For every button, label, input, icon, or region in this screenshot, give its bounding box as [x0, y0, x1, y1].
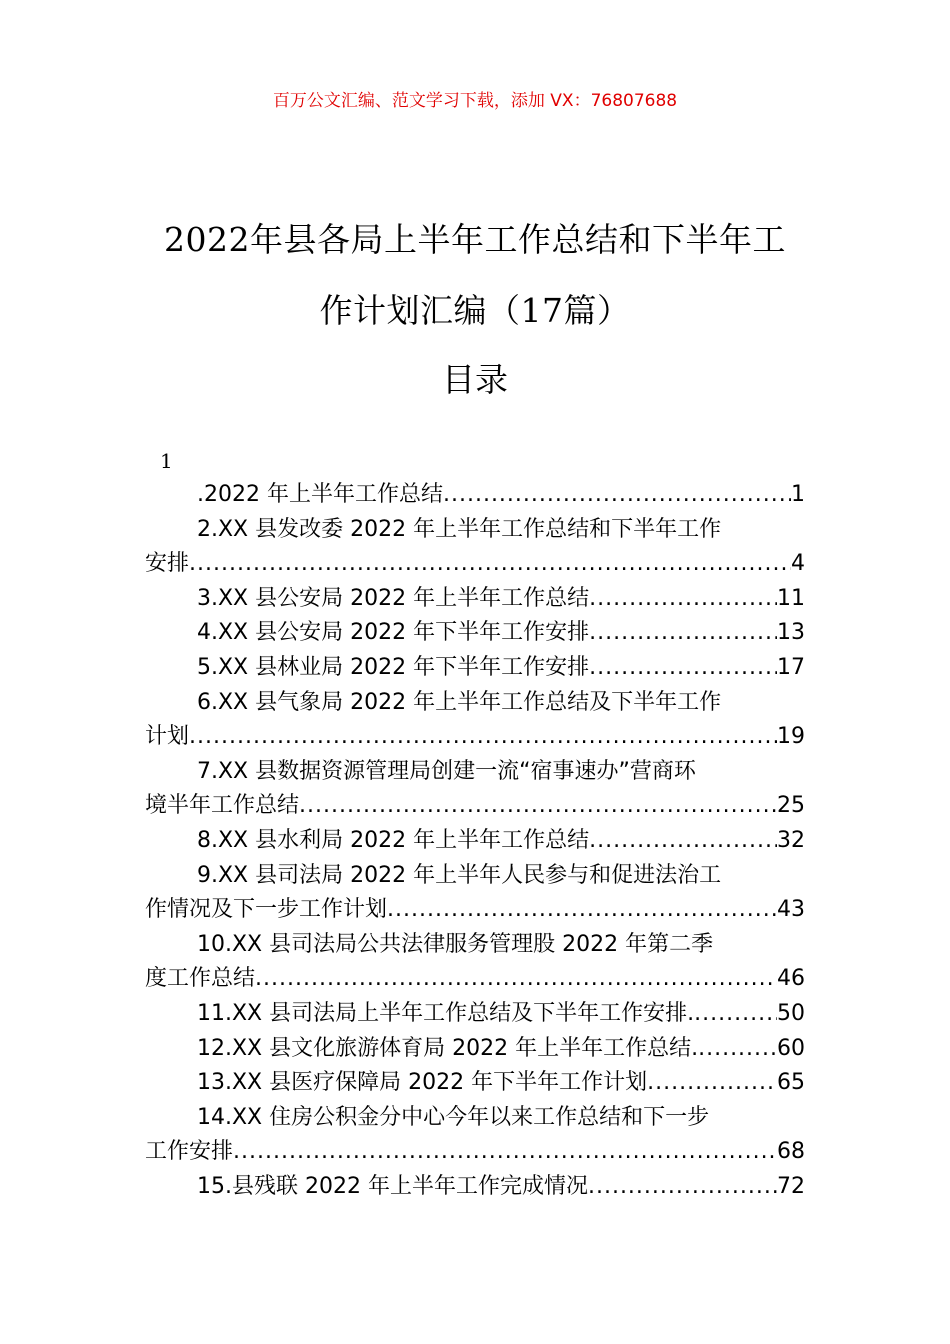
toc-entry[interactable] — [145, 824, 805, 859]
document-title-line-1: 2022年县各局上半年工作总结和下半年工 — [164, 220, 786, 259]
toc-entry[interactable] — [145, 616, 805, 651]
toc-page-number: 13 — [777, 620, 805, 646]
toc-page-number: 4 — [791, 551, 805, 577]
toc-entry[interactable] — [145, 1101, 805, 1170]
toc-dot-leader — [299, 789, 777, 824]
toc-page-number: 43 — [777, 897, 805, 923]
toc-entry-title: 8.XX 县水利局 2022 年上半年工作总结 — [197, 827, 590, 853]
toc-page-number: 65 — [777, 1070, 805, 1096]
toc-entry-title: .2022 年上半年工作总结 — [197, 482, 443, 507]
toc-entry[interactable] — [145, 997, 805, 1032]
toc-dot-leader — [647, 1066, 777, 1101]
toc-entry-title-continued: 度工作总结 — [145, 966, 256, 992]
toc-entry[interactable] — [145, 859, 805, 928]
toc-entry-title: 6.XX 县气象局 2022 年上半年工作总结及下半年工作 — [197, 689, 722, 715]
toc-dot-leader — [589, 651, 777, 686]
toc-entry-title: 10.XX 县司法局公共法律服务管理股 2022 年第二季 — [197, 931, 714, 957]
toc-dot-leader — [233, 1135, 777, 1170]
toc-page-number: 50 — [777, 1000, 805, 1026]
toc-entry[interactable] — [145, 1032, 805, 1067]
toc-entry-title-continued: 安排 — [145, 551, 190, 577]
toc-dot-leader — [698, 1032, 777, 1067]
toc-page-number: 72 — [777, 1173, 805, 1199]
toc-entry-title: 7.XX 县数据资源管理局创建一流“宿事速办”营商环 — [197, 758, 696, 784]
toc-entry-title: 5.XX 县林业局 2022 年下半年工作安排 — [197, 654, 590, 680]
toc-entry-title: 2.XX 县发改委 2022 年上半年工作总结和下半年工作 — [197, 516, 722, 542]
toc-entry-title: 15.县残联 2022 年上半年工作完成情况 — [197, 1173, 588, 1199]
toc-entry[interactable] — [145, 1170, 805, 1205]
toc-dot-leader — [387, 893, 777, 928]
toc-entry-title-continued: 境半年工作总结 — [145, 793, 300, 819]
toc-page-number: 25 — [777, 793, 805, 819]
header-banner: 百万公文汇编、范文学习下载，添加 VX：76807688 — [272, 91, 678, 111]
toc-entry-title: 13.XX 县医疗保障局 2022 年下半年工作计划 — [197, 1070, 648, 1096]
toc-entry-title-continued: 计划 — [145, 724, 190, 750]
toc-page-number: 19 — [777, 724, 805, 750]
toc-page-number: 46 — [777, 966, 805, 992]
toc-entry[interactable] — [145, 478, 805, 513]
toc-entry[interactable] — [145, 686, 805, 755]
toc-dot-leader — [694, 997, 777, 1032]
toc-entry[interactable] — [145, 513, 805, 582]
toc-entry[interactable] — [145, 1066, 805, 1101]
toc-entry-title-continued: 工作安排 — [145, 1139, 234, 1165]
toc-entry[interactable] — [145, 928, 805, 997]
toc-entry-title: 12.XX 县文化旅游体育局 2022 年上半年工作总结. — [197, 1035, 699, 1061]
toc-entry[interactable] — [145, 755, 805, 824]
toc-entry[interactable] — [145, 651, 805, 686]
toc-dot-leader — [443, 478, 791, 513]
toc-dot-leader — [189, 720, 777, 755]
toc-marker: 1 — [160, 449, 173, 473]
toc-entry-title: 14.XX 住房公积金分中心今年以来工作总结和下一步 — [197, 1104, 710, 1130]
toc-dot-leader — [589, 616, 777, 651]
toc-entry-title-continued: 作情况及下一步工作计划 — [145, 897, 388, 923]
toc-heading: 目录 — [442, 360, 508, 399]
toc-entry-title: 4.XX 县公安局 2022 年下半年工作安排 — [197, 620, 590, 646]
document-title-line-2: 作计划汇编（17篇） — [319, 291, 631, 330]
toc-dot-leader — [589, 824, 777, 859]
toc-page-number: 60 — [777, 1035, 805, 1061]
toc-page-number: 11 — [777, 585, 805, 611]
toc-dot-leader — [588, 1170, 777, 1205]
toc-entry-title: 3.XX 县公安局 2022 年上半年工作总结 — [197, 585, 590, 611]
toc-entry-title: 11.XX 县司法局上半年工作总结及下半年工作安排. — [197, 1000, 695, 1026]
toc-entry[interactable] — [145, 582, 805, 617]
toc-page-number: 32 — [777, 827, 805, 853]
toc-page-number: 1 — [791, 482, 805, 507]
toc-dot-leader — [255, 962, 777, 997]
toc-dot-leader — [189, 547, 791, 582]
toc-page-number: 68 — [777, 1139, 805, 1165]
toc-list — [145, 478, 805, 1204]
toc-entry-title: 9.XX 县司法局 2022 年上半年人民参与和促进法治工 — [197, 862, 722, 888]
toc-page-number: 17 — [777, 654, 805, 680]
toc-dot-leader — [589, 582, 777, 617]
